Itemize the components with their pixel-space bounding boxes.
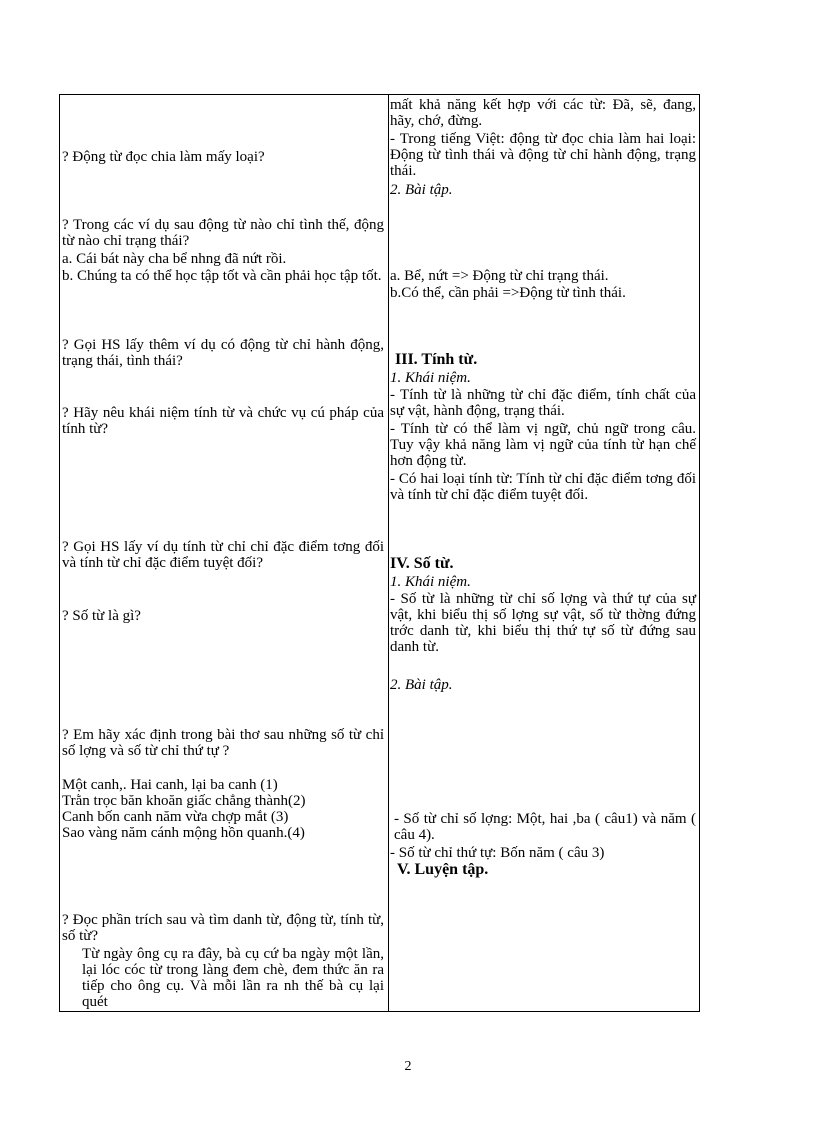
verb-cont: mất khả năng kết hợp với các từ: Đã, sẽ, đang, hãy, chớ, đừng.: [390, 97, 696, 129]
section-numeral: IV. Số từ.: [390, 555, 454, 572]
example-a: a. Cái bát này cha bể nhng đã nứt rồi.: [62, 251, 287, 267]
passage-text: Từ ngày ông cụ ra đây, bà cụ cứ ba ngày một lần, lại lóc cóc từ trong làng đem chè, đem thức ăn ra tiếp cho ông cụ. Và mỗi lần ra nh thế bà cụ lại quét: [82, 946, 384, 1010]
answer-b: b.Có thể, cần phải =>Động từ tình thái.: [390, 285, 626, 301]
exercise-heading: 2. Bài tập.: [390, 182, 453, 198]
poem-line-2: Trằn trọc băn khoăn giấc chẳng thành(2): [62, 793, 306, 809]
answer-quantity: - Số từ chỉ số lợng: Một, hai ,ba ( câu1) và năm ( câu 4).: [394, 811, 696, 843]
right-column: [389, 95, 699, 1011]
section-adjective: III. Tính từ.: [395, 351, 478, 368]
question-numeral: ? Số từ là gì?: [62, 608, 141, 624]
numeral-exercise-heading: 2. Bài tập.: [390, 677, 453, 693]
adjective-concept-heading: 1. Khái niệm.: [390, 370, 471, 386]
question-adjective-concept: ? Hãy nêu khái niệm tính từ và chức vụ cú pháp của tính từ?: [62, 405, 384, 437]
answer-a: a. Bể, nứt => Động từ chỉ trạng thái.: [390, 268, 609, 284]
left-column: [60, 95, 387, 1011]
question-examples: ? Trong các ví dụ sau động từ nào chỉ tình thế, động từ nào chỉ trạng thái?: [62, 217, 384, 249]
question-adjective-examples: ? Gọi HS lấy ví dụ tính từ chỉ chỉ đặc điểm tơng đối và tính từ chỉ đặc điểm tuyệt đối?: [62, 539, 384, 571]
question-more-examples: ? Gọi HS lấy thêm ví dụ có động từ chỉ hành động, trạng thái, tình thái?: [62, 337, 384, 369]
question-verb-types: ? Động từ đọc chia làm mấy loại?: [62, 149, 265, 165]
page-number: 2: [404, 1059, 412, 1074]
poem-line-1: Một canh,. Hai canh, lại ba canh (1): [62, 777, 278, 793]
numeral-def: - Số từ là những từ chỉ số lợng và thứ tự của sự vật, khi biểu thị số lợng sự vật, số từ thờng đứng trớc danh từ, khi biểu thị thứ tự số từ đứng sau danh từ.: [390, 591, 696, 655]
adjective-types: - Có hai loại tính từ: Tính từ chỉ đặc điểm tơng đối và tính từ chỉ đặc điểm tuyệt đối.: [390, 471, 696, 503]
question-passage: ? Đọc phần trích sau và tìm danh từ, động từ, tính từ, số từ?: [62, 912, 384, 944]
poem-line-3: Canh bốn canh năm vừa chợp mắt (3): [62, 809, 289, 825]
poem: [62, 777, 384, 841]
adjective-def: - Tính từ là những từ chỉ đặc điểm, tính chất của sự vật, hành động, trạng thái.: [390, 387, 696, 419]
poem-line-4: Sao vàng năm cánh mộng hồn quanh.(4): [62, 825, 305, 841]
adjective-role: - Tính từ có thể làm vị ngữ, chủ ngữ trong câu. Tuy vậy khả năng làm vị ngữ của tính từ hạn chế hơn động từ.: [390, 421, 696, 469]
verb-types: - Trong tiếng Việt: động từ đọc chia làm hai loại: Động từ tình thái và động từ chỉ hành động, trạng thái.: [390, 131, 696, 179]
lesson-table: [59, 94, 700, 1012]
example-b: b. Chúng ta có thể học tập tốt và cần phải học tập tốt.: [62, 268, 382, 284]
section-practice: V. Luyện tập.: [397, 861, 489, 878]
question-poem-numerals: ? Em hãy xác định trong bài thơ sau những số từ chỉ số lợng và số từ chỉ thứ tự ?: [62, 727, 384, 759]
numeral-concept-heading: 1. Khái niệm.: [390, 574, 471, 590]
answer-order: - Số từ chỉ thứ tự: Bốn năm ( câu 3): [390, 845, 605, 861]
